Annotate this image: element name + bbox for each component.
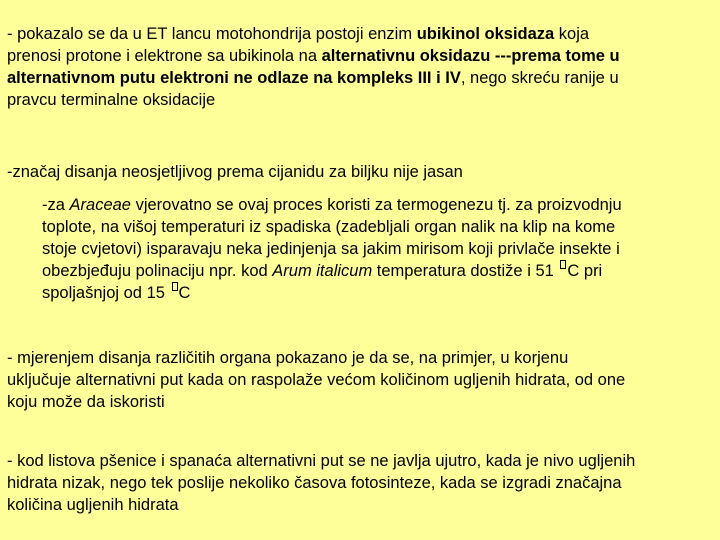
text-line: uključuje alternativni put kada on raspolaže većom količinom ugljenih hidrata, od one <box>7 371 626 389</box>
text-line <box>42 260 704 282</box>
text-line: - mjerenjem disanja različitih organa pokazano je da se, na primjer, u korjenu <box>7 349 569 367</box>
text-run: vjerovatno se ovaj proces koristi za termogenezu tj. za proizvodnju <box>130 196 622 214</box>
text-line <box>7 67 707 89</box>
text-line <box>7 45 707 67</box>
text-line: pravcu terminalne oksidacije <box>7 91 216 109</box>
bold-text-alternativni-put: alternativnom putu elektroni ne odlaze na kompleks III i IV <box>7 69 461 87</box>
text-run: - pokazalo se da u ET lancu motohondrija postoji enzim <box>7 25 417 43</box>
italic-taxon-arum-italicum: Arum italicum <box>272 262 373 280</box>
text-run: C <box>178 284 191 302</box>
degree-symbol-icon <box>172 282 178 291</box>
text-run: temperatura dostiže i 51 <box>372 262 559 280</box>
text-run: C pri <box>567 262 603 280</box>
paragraph-araceae-termogeneza <box>42 194 704 304</box>
bold-term-ubikinol-oksidaza: ubikinol oksidaza <box>416 25 555 43</box>
text-run: prenosi protone i elektrone sa ubikinola na <box>7 47 322 65</box>
paragraph-listovi-psenice <box>7 450 712 516</box>
text-line: stoje cvjetovi) isparavaju neka jedinjenja sa jakim mirisom koji privlače insekte i <box>42 240 620 258</box>
paragraph-znacaj-disanja <box>7 161 707 183</box>
text-line <box>7 23 707 45</box>
text-line: toplote, na višoj temperaturi iz spadiska (zadebljali organ nalik na klip na kome <box>42 218 616 236</box>
text-line <box>42 194 704 216</box>
text-run: , nego skreću ranije u <box>460 69 619 87</box>
text-line <box>42 282 704 304</box>
text-line: - kod listova pšenice i spanaća alternativni put se ne javlja ujutro, kada je nivo ugljenih <box>7 452 636 470</box>
text-line: koju može da iskoristi <box>7 393 165 411</box>
text-line: količina ugljenih hidrata <box>7 496 179 514</box>
text-run: koja <box>554 25 590 43</box>
paragraph-ubikinol-oksidaza <box>7 23 707 111</box>
italic-taxon-araceae: Araceae <box>69 196 131 214</box>
paragraph-mjerenje-disanja <box>7 347 712 413</box>
text-line: hidrata nizak, nego tek poslije nekoliko časova fotosinteze, kada se izgradi značajna <box>7 474 622 492</box>
text-run: -za <box>42 196 70 214</box>
text-run: spoljašnjoj od 15 <box>42 284 170 302</box>
text-run: obezbjeđuju polinaciju npr. kod <box>42 262 273 280</box>
bold-term-alternativna-oksidaza: alternativnu oksidazu ---prema tome u <box>321 47 620 65</box>
text-line: -značaj disanja neosjetljivog prema cijanidu za biljku nije jasan <box>7 163 463 181</box>
degree-symbol-icon <box>560 260 566 269</box>
